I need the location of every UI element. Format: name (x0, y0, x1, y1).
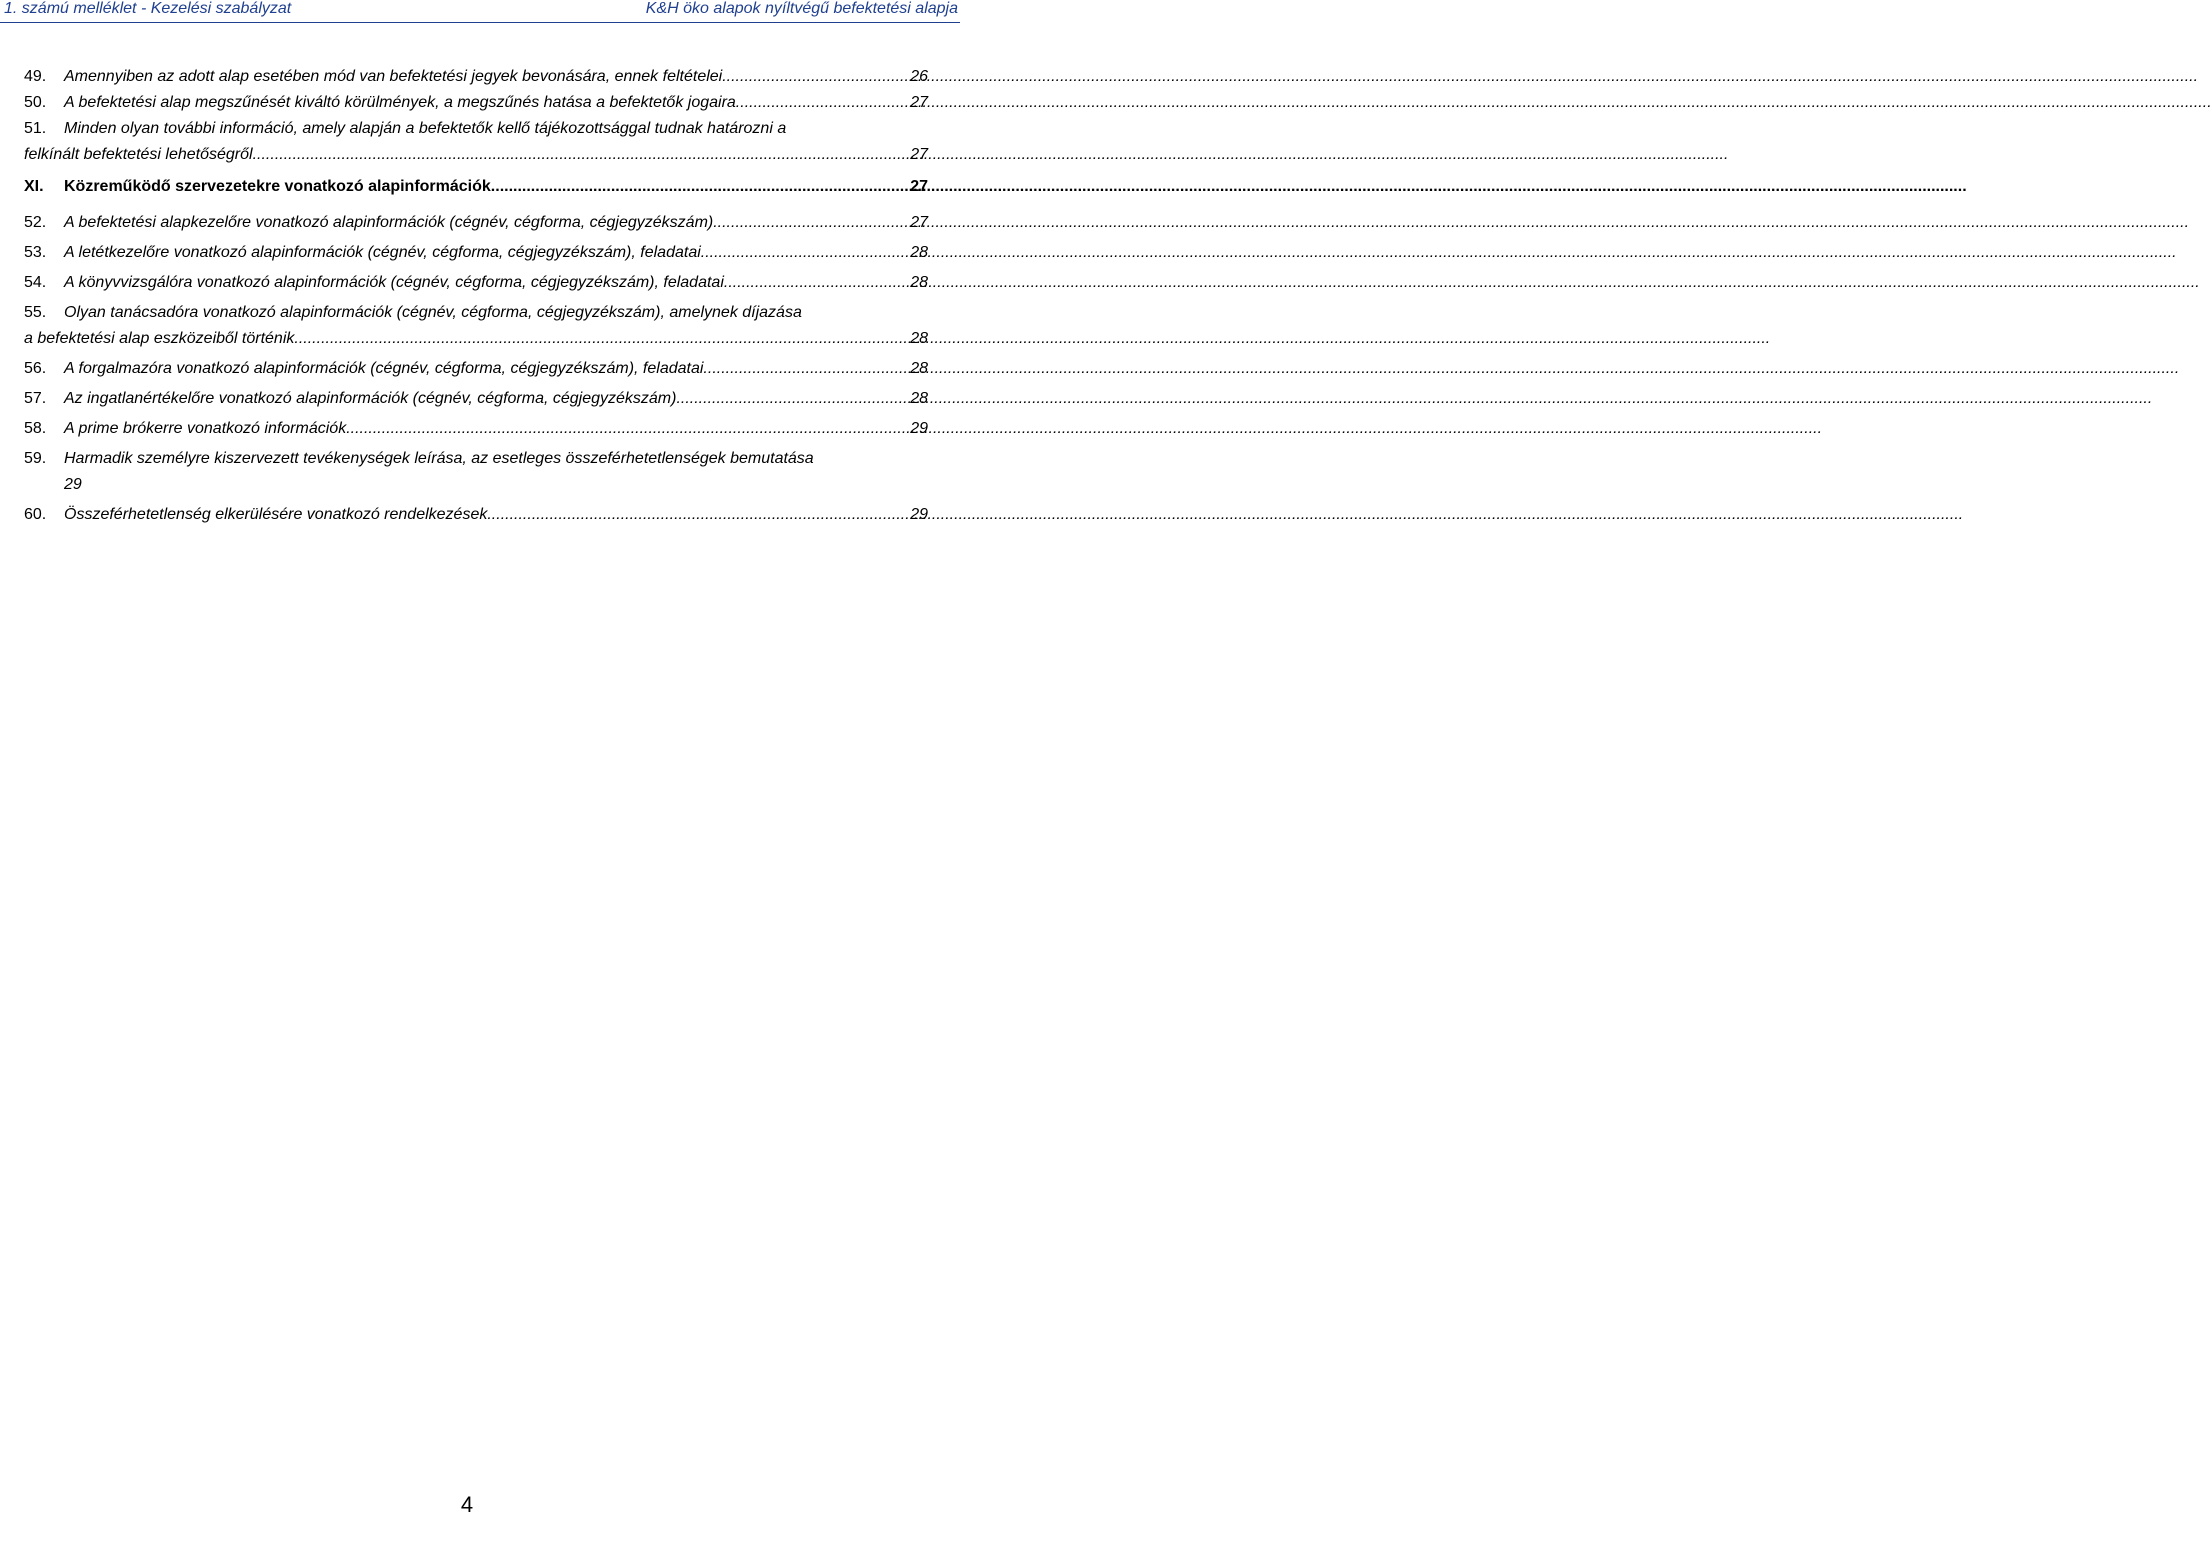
toc-entry-title-line1: Harmadik személyre kiszervezett tevékenységek leírása, az esetleges összeférhetetlenségek bemutatása (64, 450, 814, 467)
toc-entry-page: 28 (910, 330, 928, 347)
toc-entry-title: A befektetési alap megszűnését kiváltó körülmények, a megszűnés hatása a befektetők jogaira (64, 94, 736, 111)
toc-entry-title-line2: a befektetési alap eszközeiből történik (24, 330, 295, 347)
toc-entry-page: 28 (910, 274, 928, 291)
toc-entry-page: 29 (910, 506, 928, 523)
toc-entry-title: A prime brókerre vonatkozó információk (64, 420, 347, 437)
toc-entry-title-line1: Minden olyan további információ, amely alapján a befektetők kellő tájékozottsággal tudnak határozni a (64, 120, 787, 137)
toc-entry-page: 28 (910, 360, 928, 377)
toc-entry-page: 27 (910, 94, 928, 111)
toc-entry-54[interactable] (24, 270, 928, 296)
page-header (0, 0, 960, 22)
toc-entry-title: A befektetési alapkezelőre vonatkozó alapinformációk (cégnév, cégforma, cégjegyzékszám) (64, 214, 714, 231)
toc-entry-number: 55. (24, 304, 47, 321)
toc-chapter-title: Közreműködő szervezetekre vonatkozó alapinformációk (64, 178, 491, 195)
toc-dot-leader (346, 416, 907, 442)
toc-entry-number: 50. (24, 94, 47, 111)
toc-entry-page: 27 (910, 214, 928, 231)
toc-entry-number: 54. (24, 274, 47, 291)
toc-entry-59[interactable] (24, 446, 928, 498)
toc-chapter-number: XI. (24, 178, 44, 195)
toc-dot-leader (724, 270, 907, 296)
toc-entry-56[interactable] (24, 356, 928, 382)
toc-entry-51[interactable] (24, 116, 928, 168)
toc-dot-leader (703, 356, 907, 382)
toc-dot-leader (701, 240, 907, 266)
toc-dot-leader (722, 64, 907, 90)
toc-entry-page: 29 (910, 420, 928, 437)
toc-entry-number: 52. (24, 214, 47, 231)
toc-dot-leader (491, 174, 907, 200)
toc-dot-leader (713, 210, 907, 236)
toc-dot-leader (253, 142, 908, 168)
toc-entry-title: Összeférhetetlenség elkerülésére vonatkozó rendelkezések (64, 506, 488, 523)
toc-entry-53[interactable] (24, 240, 928, 266)
toc-entry-number: 56. (24, 360, 47, 377)
header-divider (0, 22, 960, 23)
toc-entry-number: 58. (24, 420, 47, 437)
header-fund-name: K&H öko alapok nyíltvégű befektetési alapja (645, 0, 958, 17)
toc-entry-title: Amennyiben az adott alap esetében mód van befektetési jegyek bevonására, ennek feltételei (64, 68, 723, 85)
toc-entry-title-line1: Olyan tanácsadóra vonatkozó alapinformációk (cégnév, cégforma, cégjegyzékszám), amelynek díjazása (64, 304, 802, 321)
toc-entry-page: 28 (910, 244, 928, 261)
toc-entry-number: 53. (24, 244, 47, 261)
toc-entry-55[interactable] (24, 300, 928, 352)
toc-entry-page: 27 (910, 146, 928, 163)
toc-entry-number: 60. (24, 506, 47, 523)
toc-entry-58[interactable] (24, 416, 928, 442)
toc-entry-52[interactable] (24, 210, 928, 236)
toc-dot-leader (487, 502, 907, 528)
toc-dot-leader (676, 386, 907, 412)
toc-entry-57[interactable] (24, 386, 928, 412)
toc-entry-title: Az ingatlanértékelőre vonatkozó alapinformációk (cégnév, cégforma, cégjegyzékszám) (64, 390, 677, 407)
header-document-title: 1. számú melléklet - Kezelési szabályzat (4, 0, 292, 17)
toc-entry-number: 57. (24, 390, 47, 407)
toc-entry-50[interactable] (24, 90, 928, 116)
toc-entry-page: 28 (910, 390, 928, 407)
toc-entry-number: 49. (24, 68, 47, 85)
page-number: 4 (460, 1492, 474, 1517)
toc-entry-page: 26 (910, 68, 928, 85)
toc-entry-number: 51. (24, 120, 47, 137)
toc-chapter-xi[interactable] (24, 174, 928, 200)
toc-entry-60[interactable] (24, 502, 928, 528)
toc-entry-49[interactable] (24, 64, 928, 90)
toc-entry-number: 59. (24, 450, 47, 467)
toc-dot-leader (736, 90, 907, 116)
toc-chapter-page: 27 (910, 178, 928, 195)
toc-entry-title-line2: felkínált befektetési lehetőségről (24, 146, 253, 163)
toc-entry-page: 29 (64, 476, 82, 493)
toc-entry-title: A forgalmazóra vonatkozó alapinformációk (cégnév, cégforma, cégjegyzékszám), feladatai (64, 360, 704, 377)
toc-entry-title: A könyvvizsgálóra vonatkozó alapinformációk (cégnév, cégforma, cégjegyzékszám), feladatai (64, 274, 724, 291)
toc-entry-title: A letétkezelőre vonatkozó alapinformációk (cégnév, cégforma, cégjegyzékszám), feladatai (64, 244, 701, 261)
toc-dot-leader (294, 326, 907, 352)
table-of-contents (24, 64, 928, 528)
